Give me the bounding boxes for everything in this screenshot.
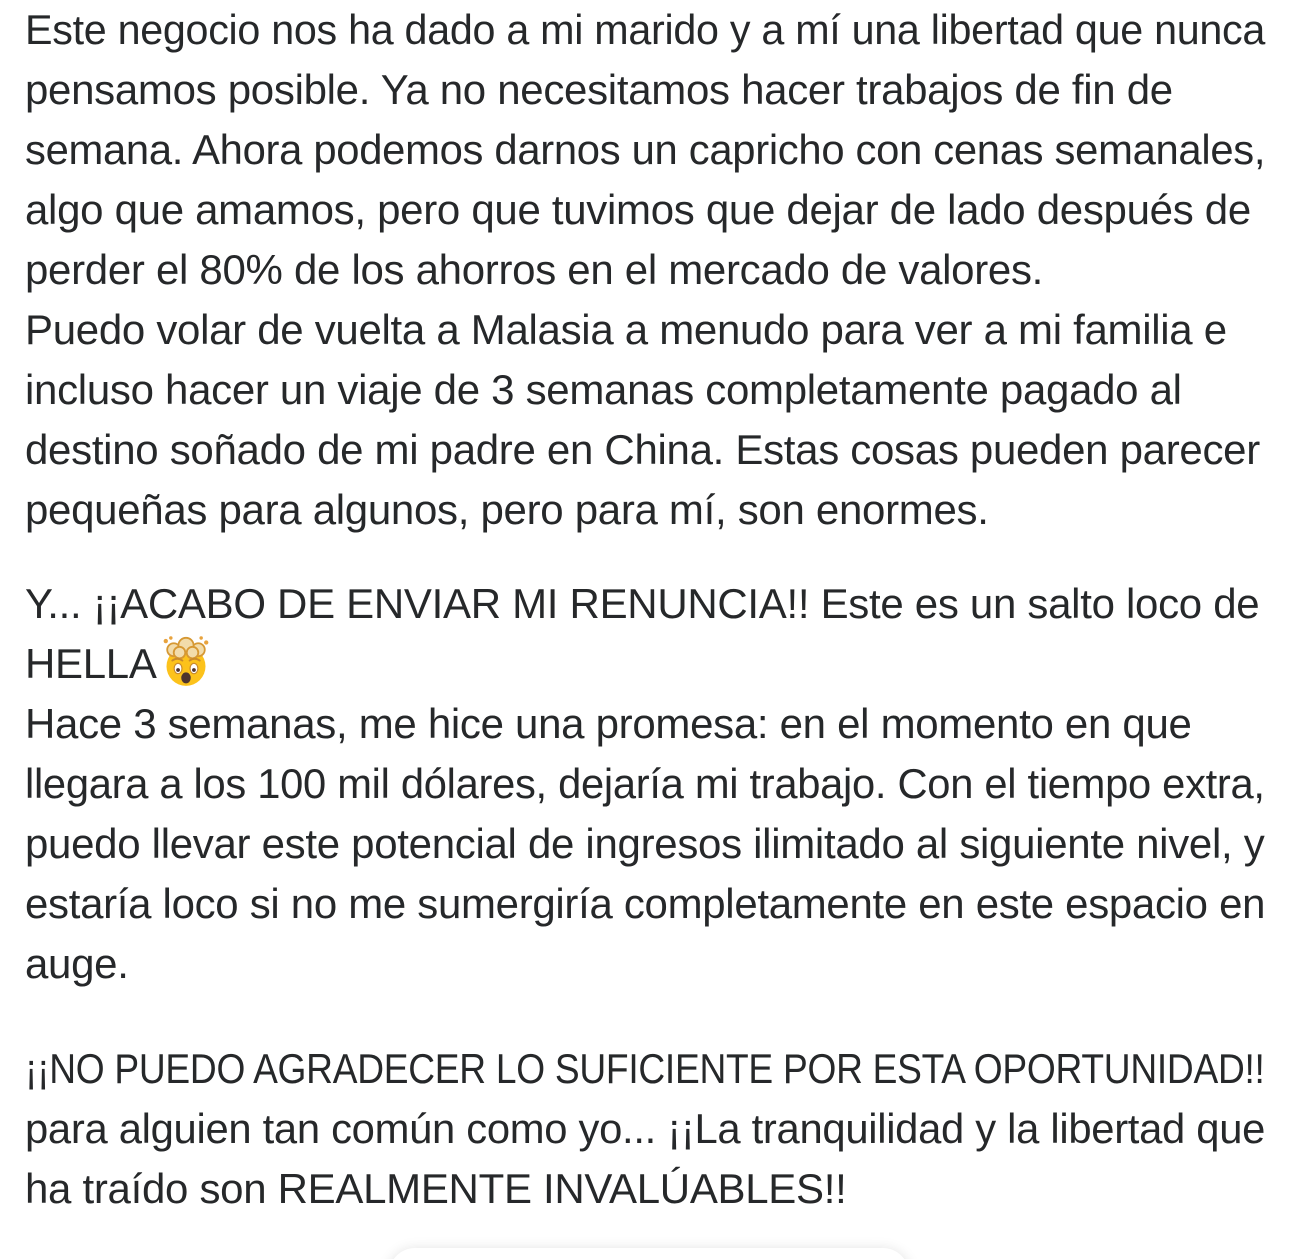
text-line: incluso hacer un viaje de 3 semanas completamente pagado al [25, 366, 1182, 413]
bottom-sheet[interactable] [389, 1248, 909, 1259]
post-text [25, 0, 1290, 1219]
text-line: pequeñas para algunos, pero para mí, son enormes. [25, 486, 989, 533]
text-line: estaría loco si no me sumergiría completamente en este espacio en [25, 880, 1266, 927]
text-line: destino soñado de mi padre en China. Estas cosas pueden parecer [25, 426, 1260, 473]
text-line: perder el 80% de los ahorros en el mercado de valores. [25, 246, 1044, 293]
text-line: Hace 3 semanas, me hice una promesa: en el momento en que [25, 700, 1192, 747]
text-line: para alguien tan común como yo... ¡¡La tranquilidad y la libertad que [25, 1105, 1266, 1152]
text-line: Y... ¡¡ACABO DE ENVIAR MI RENUNCIA!! Este es un salto loco de [25, 580, 1260, 627]
text-line: puedo llevar este potencial de ingresos ilimitado al siguiente nivel, y [25, 820, 1265, 867]
text-line: algo que amamos, pero que tuvimos que dejar de lado después de [25, 186, 1251, 233]
text-line: auge. [25, 940, 129, 987]
exploding-head-emoji-icon [160, 636, 212, 688]
text-line: semana. Ahora podemos darnos un capricho con cenas semanales, [25, 126, 1266, 173]
paragraph [25, 0, 1290, 540]
text-line: ha traído son REALMENTE INVALÚABLES!! [25, 1165, 847, 1212]
text-line: Puedo volar de vuelta a Malasia a menudo para ver a mi familia e [25, 306, 1227, 353]
paragraph [25, 574, 1290, 994]
text-line: ¡¡NO PUEDO AGRADECER LO SUFICIENTE POR ESTA OPORTUNIDAD!! [25, 1045, 1265, 1092]
text-line: HELLA [25, 634, 1290, 694]
text-line: Este negocio nos ha dado a mi marido y a mí una libertad que nunca [25, 6, 1266, 53]
text-line: pensamos posible. Ya no necesitamos hacer trabajos de fin de [25, 66, 1173, 113]
paragraph [25, 1039, 1290, 1219]
text-line: llegara a los 100 mil dólares, dejaría mi trabajo. Con el tiempo extra, [25, 760, 1265, 807]
